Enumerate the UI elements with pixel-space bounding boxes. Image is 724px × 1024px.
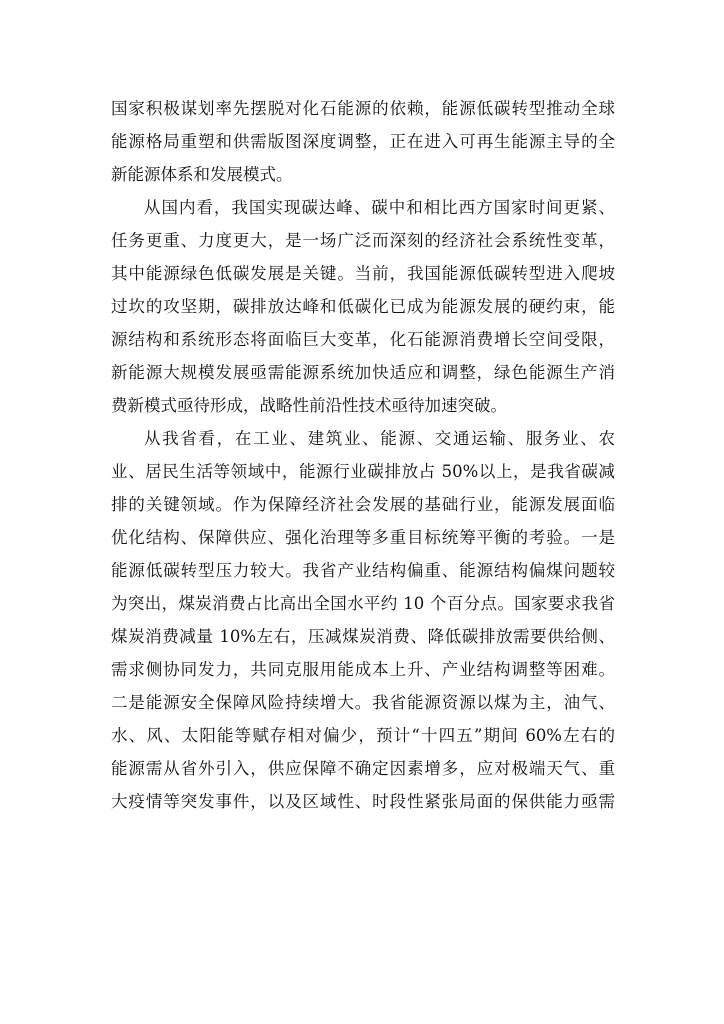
text-line: 从我省看，在工业、建筑业、能源、交通运输、服务业、农 <box>144 429 615 448</box>
text-line: 优化结构、保障供应、强化治理等多重目标统筹平衡的考验。一是 <box>111 528 615 547</box>
text-line: 煤炭消费减量 10%左右，压减煤炭消费、降低碳排放需要供给侧、 <box>111 627 615 646</box>
text-line: 为突出，煤炭消费占比高出全国水平约 10 个百分点。国家要求我省 <box>111 594 615 613</box>
text-line: 水、风、太阳能等赋存相对偏少，预计“十四五”期间 60%左右的 <box>111 726 615 745</box>
text-line: 二是能源安全保障风险持续增大。我省能源资源以煤为主，油气、 <box>111 693 615 712</box>
text-line: 新能源大规模发展亟需能源系统加快适应和调整，绿色能源生产消 <box>111 363 615 382</box>
text-line: 过坎的攻坚期，碳排放达峰和低碳化已成为能源发展的硬约束，能 <box>111 297 615 316</box>
text-line: 任务更重、力度更大，是一场广泛而深刻的经济社会系统性变革， <box>111 231 615 250</box>
text-line: 费新模式亟待形成，战略性前沿性技术亟待加速突破。 <box>111 396 507 415</box>
text-line: 业、居民生活等领域中，能源行业碳排放占 50%以上，是我省碳减 <box>111 462 615 481</box>
text-line: 源结构和系统形态将面临巨大变革，化石能源消费增长空间受限， <box>111 330 615 349</box>
text-line: 新能源体系和发展模式。 <box>111 165 293 184</box>
text-line: 其中能源绿色低碳发展是关键。当前，我国能源低碳转型进入爬坡 <box>111 264 615 283</box>
paragraph <box>111 422 615 818</box>
text-line: 国家积极谋划率先摆脱对化石能源的依赖，能源低碳转型推动全球 <box>111 99 615 118</box>
text-line: 能源低碳转型压力较大。我省产业结构偏重、能源结构偏煤问题较 <box>111 561 615 580</box>
text-line: 排的关键领域。作为保障经济社会发展的基础行业，能源发展面临 <box>111 495 615 514</box>
paragraph <box>111 92 615 191</box>
body-text <box>111 92 615 818</box>
text-line: 需求侧协同发力，共同克服用能成本上升、产业结构调整等困难。 <box>111 660 615 679</box>
paragraph <box>111 191 615 422</box>
text-line: 能源格局重塑和供需版图深度调整，正在进入可再生能源主导的全 <box>111 132 615 151</box>
text-line: 大疫情等突发事件，以及区域性、时段性紧张局面的保供能力亟需 <box>111 792 615 811</box>
text-line: 从国内看，我国实现碳达峰、碳中和相比西方国家时间更紧、 <box>144 198 615 217</box>
text-line: 能源需从省外引入，供应保障不确定因素增多，应对极端天气、重 <box>111 759 615 778</box>
